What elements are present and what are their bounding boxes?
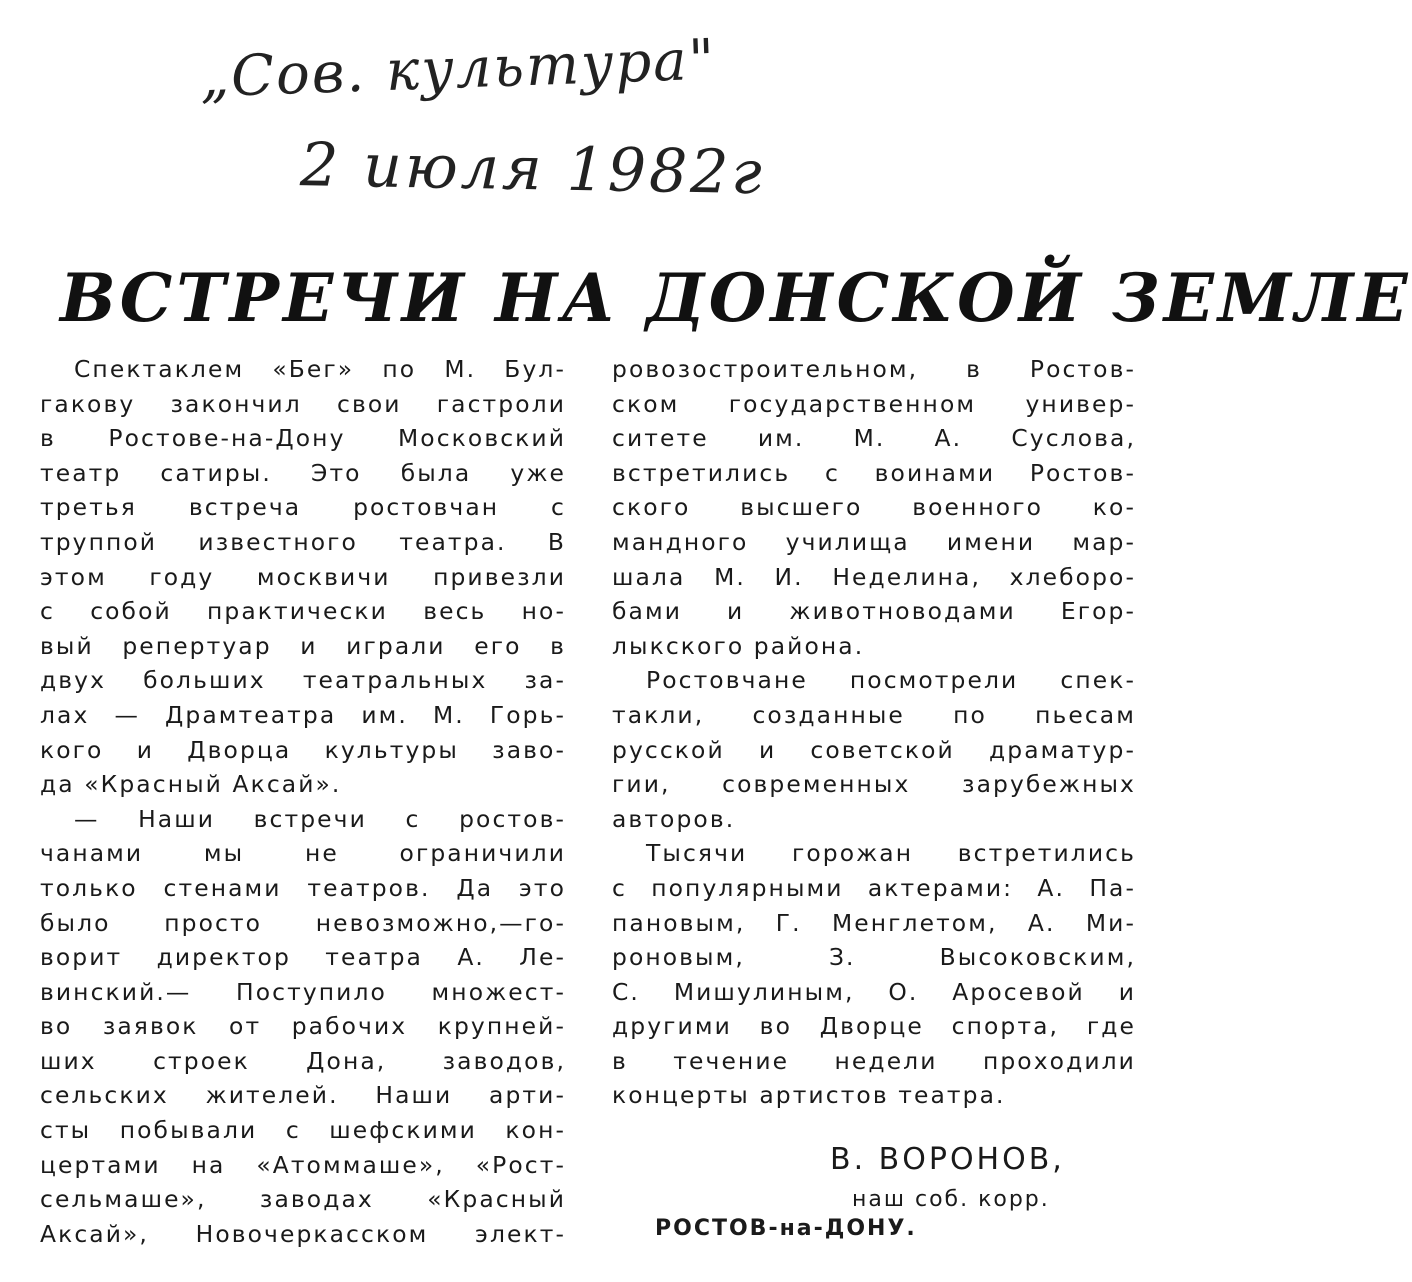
article-text-line: Спектаклем «Бег» по М. Бул- bbox=[74, 355, 566, 383]
article-text-line: третья встреча ростовчан с bbox=[40, 493, 566, 522]
article-text-line: Тысячи горожан встретились bbox=[646, 839, 1136, 868]
article-text-line: в Ростове-на-Дону Московский bbox=[40, 424, 566, 453]
article-text-line: встретились с воинами Ростов- bbox=[612, 458, 1136, 487]
handwritten-date-note: 2 июля 1982г bbox=[299, 130, 766, 209]
article-text-line: лах — Драмтеатра им. М. Горь- bbox=[40, 700, 566, 729]
article-text-line: винский.— Поступило множест- bbox=[40, 977, 566, 1006]
article-text-line: авторов. bbox=[612, 804, 736, 833]
article-text-line: в течение недели проходили bbox=[612, 1046, 1136, 1075]
article-text-line: ворит директор театра А. Ле- bbox=[40, 943, 566, 972]
author-signature: В. ВОРОНОВ, bbox=[830, 1142, 1065, 1177]
article-text-line: бами и животноводами Егор- bbox=[612, 597, 1136, 626]
article-text-line: да «Красный Аксай». bbox=[40, 770, 342, 799]
article-text-line: ровозостроительном, в Ростов- bbox=[612, 355, 1136, 383]
article-text-line: пановым, Г. Менглетом, А. Ми- bbox=[612, 908, 1136, 937]
article-text-line: двух больших театральных за- bbox=[40, 666, 566, 695]
article-text-line: сельмаше», заводах «Красный bbox=[40, 1185, 566, 1214]
article-text-line: русской и советской драматур- bbox=[612, 735, 1136, 764]
article-right-column bbox=[612, 352, 1136, 1113]
article-text-line: цертами на «Атоммаше», «Рост- bbox=[40, 1150, 566, 1179]
article-text-line: роновым, З. Высоковским, bbox=[612, 943, 1136, 972]
article-text-line: такли, созданные по пьесам bbox=[612, 700, 1136, 729]
article-text-line: во заявок от рабочих крупней- bbox=[40, 1012, 566, 1041]
article-text-line: ском государственном универ- bbox=[612, 389, 1136, 418]
author-role: наш соб. корр. bbox=[852, 1187, 1050, 1212]
article-text-line: кого и Дворца культуры заво- bbox=[40, 735, 566, 764]
article-text-line: с популярными актерами: А. Па- bbox=[612, 873, 1136, 902]
article-text-line: другими во Дворце спорта, где bbox=[612, 1012, 1136, 1041]
article-text-line: гии, современных зарубежных bbox=[612, 770, 1136, 799]
article-text-line: вый репертуар и играли его в bbox=[40, 631, 566, 660]
article-text-line: мандного училища имени мар- bbox=[612, 527, 1136, 556]
article-text-line: — Наши встречи с ростов- bbox=[74, 804, 566, 833]
article-headline: ВСТРЕЧИ НА ДОНСКОЙ ЗЕМЛЕ bbox=[60, 259, 1412, 337]
article-text-line: концерты артистов театра. bbox=[612, 1081, 1006, 1110]
article-text-line: труппой известного театра. В bbox=[40, 527, 566, 556]
article-text-line: с собой практически весь но- bbox=[40, 597, 566, 626]
article-text-line: Ростовчане посмотрели спек- bbox=[646, 666, 1136, 695]
dateline-city: РОСТОВ-на-ДОНУ. bbox=[655, 1216, 917, 1241]
article-text-line: Аксай», Новочеркасском элект- bbox=[40, 1219, 566, 1248]
article-text-line: этом году москвичи привезли bbox=[40, 562, 566, 591]
article-text-line: лыкского района. bbox=[612, 631, 865, 660]
article-left-column bbox=[40, 352, 566, 1251]
article-text-line: ского высшего военного ко- bbox=[612, 493, 1136, 522]
article-text-line: чанами мы не ограничили bbox=[40, 839, 566, 868]
article-text-line: С. Мишулиным, О. Аросевой и bbox=[612, 977, 1136, 1006]
article-text-line: театр сатиры. Это была уже bbox=[40, 458, 566, 487]
article-text-line: сельских жителей. Наши арти- bbox=[40, 1081, 566, 1110]
article-text-line: сты побывали с шефскими кон- bbox=[40, 1116, 566, 1145]
handwritten-source-note: „Сов. культура" bbox=[199, 27, 718, 111]
article-text-line: ших строек Дона, заводов, bbox=[40, 1046, 566, 1075]
article-text-line: гакову закончил свои гастроли bbox=[40, 389, 566, 418]
article-text-line: было просто невозможно,—го- bbox=[40, 908, 566, 937]
article-text-line: ситете им. М. А. Суслова, bbox=[612, 424, 1136, 453]
article-text-line: только стенами театров. Да это bbox=[40, 873, 566, 902]
article-text-line: шала М. И. Неделина, хлеборо- bbox=[612, 562, 1136, 591]
